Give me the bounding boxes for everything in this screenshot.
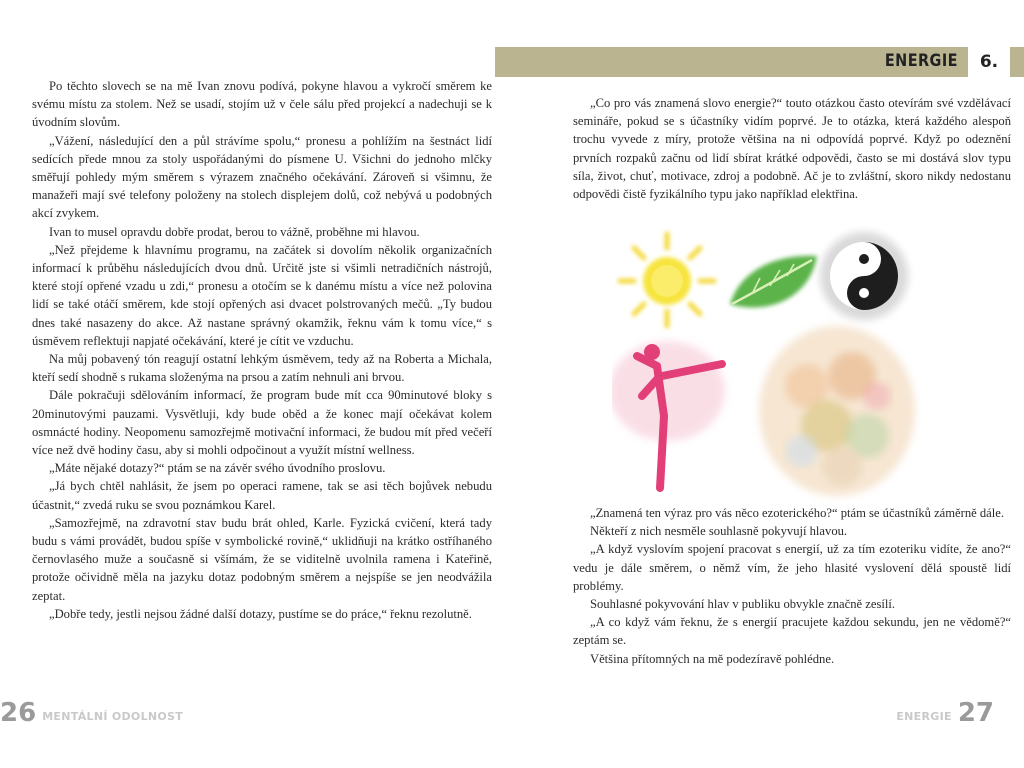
book-spread <box>0 46 1024 728</box>
paragraph: Dále pokračuji sdělováním informací, že program bude mít cca 90minutové bloky s 20minutovými pauzami. Vysvětluji, kdy bude oběd a že konec mají očekávat kolem osmnácté hodiny. Neopomenu samozřejmě motivační informaci, že budou mít před večeří více než dvě hodiny času, aby si mohli odpočinout a využít místní wellness. <box>32 388 492 458</box>
energy-illustration <box>612 226 922 506</box>
paragraph: „Samozřejmě, na zdravotní stav budu brát ohled, Karle. Fyzická cvičení, která tady budu s vámi provádět, budou spíše v symbolické rovině,“ uklidňuji na krátko ostříhaného černovlasého muže a současně si všímám, že se viditelně uvolnila ramena i Kateřině, protože očividně měla na jazyku dotaz podobným směrem a nejspíše se jen neodvážila zeptat. <box>32 515 492 603</box>
right-page-text-bottom <box>573 504 1011 668</box>
paragraph: Souhlasné pokyvování hlav v publiku obvykle značně zesílí. <box>590 597 895 612</box>
paragraph: „Co pro vás znamená slovo energie?“ touto otázkou často otevírám své vzdělávací semináře, pokud se s účastníky vidím poprvé. Je to otázka, která každého alespoň trochu vyvede z míry, protože většina na ni odpovídá poprvé. Když po odeznění prvních rozpaků začnu od lidí sbírat krátké odpovědi, často se mi dostává slov typu síla, život, chuť, motivace, zdroj a podobně. Ač je to zvláštní, skoro nikdy nedostanu odpovědi čistě fyzikálního typu jako například elektřina. <box>573 96 1011 202</box>
paragraph: „Máte nějaké dotazy?“ ptám se na závěr svého úvodního proslovu. <box>49 461 386 476</box>
paragraph: Po těchto slovech se na mě Ivan znovu podívá, pokyne hlavou a vykročí směrem ke svému místu za stolem. Než se usadí, stojím už v čele sálu před projekcí a nadechuji se k úvodním slovům. <box>32 79 492 130</box>
leaf-icon <box>730 256 817 308</box>
paragraph: „Znamená ten výraz pro vás něco ezoterického?“ ptám se účastníků záměrně dále. <box>590 506 1004 520</box>
paragraph: „A když vyslovím spojení pracovat s energií, už za tím ezoteriku vidíte, že ano?“ vedu je dále směrem, o němž vím, že jeho hlasité vyslovení dělá spoustě lidí problémy. <box>573 542 1011 593</box>
paragraph: Někteří z nich nesměle souhlasně pokyvují hlavou. <box>590 524 848 539</box>
paragraph: „Vážení, následující den a půl strávíme spolu,“ pronesu a pohlížím na šestnáct lidí sedících přede mnou za stoly uspořádanými do písmene U. Všichni do jednoho mlčky směřují pohledy mým směrem s výrazem značného očekávání. Zároveň si všimnu, že manažeři mají své telefony položeny na stolech displejem dolů, což nebývá u podobných akcí zvykem. <box>32 133 492 221</box>
left-page-text <box>32 77 492 623</box>
right-page-text-top <box>573 94 1011 203</box>
paragraph: „Než přejdeme k hlavnímu programu, na začátek si dovolím několik organizačních informací k průběhu následujících dvou dnů. Určitě jste si všimli netradičních nástrojů, které stojí opřené vzadu u zdi,“ pronesu a otočím se k danému místu a více než polovina lidí se také otáčí směrem, kde stojí opřených asi dvacet polstrovaných mečů. „Ty budou dnes také nasazeny do akce. Až nastane správný okamžik, řeknu vám k tomu více,“ s úsměvem reflektuji napjaté očekávání, které je cítit ve vzduchu. <box>32 242 492 348</box>
sun-icon <box>620 234 714 326</box>
running-title: ENERGIE <box>896 710 952 723</box>
left-footer <box>0 696 189 726</box>
running-title: MENTÁLNÍ ODOLNOST <box>42 710 184 723</box>
paragraph: Většina přítomných na mě podezíravě pohlédne. <box>590 651 835 666</box>
paragraph: Na můj pobavený tón reagují ostatní lehkým úsměvem, tedy až na Roberta a Michala, kteří sedí shodně s rukama složenýma na prsou a zatím nehnuli ani brvou. <box>32 352 492 385</box>
chapter-number: 6. <box>968 47 1010 77</box>
martial-arts-figure-icon <box>612 341 725 488</box>
page-number: 26 <box>0 698 37 728</box>
right-footer <box>890 696 994 726</box>
yin-yang-icon <box>820 232 908 320</box>
colorful-energy-cloud-icon <box>759 326 915 496</box>
left-page <box>0 46 512 728</box>
chapter-header-band <box>495 47 968 77</box>
paragraph: Ivan to musel opravdu dobře prodat, berou to vážně, proběhne mi hlavou. <box>49 224 420 239</box>
chapter-title: ENERGIE <box>884 51 958 71</box>
header-band-tail <box>1010 47 1024 77</box>
paragraph: „A co když vám řeknu, že s energií pracujete každou sekundu, jen ne vědomě?“ zeptám se. <box>573 615 1011 648</box>
right-page <box>512 46 1024 728</box>
paragraph: „Já bych chtěl nahlásit, že jsem po operaci ramene, tak se asi těch bojůvek nebudu účastnit,“ zvedá ruku se svou poznámkou Karel. <box>32 479 492 512</box>
paragraph: „Dobře tedy, jestli nejsou žádné další dotazy, pustíme se do práce,“ řeknu rezolutně. <box>49 606 472 621</box>
page-number: 27 <box>957 698 994 728</box>
